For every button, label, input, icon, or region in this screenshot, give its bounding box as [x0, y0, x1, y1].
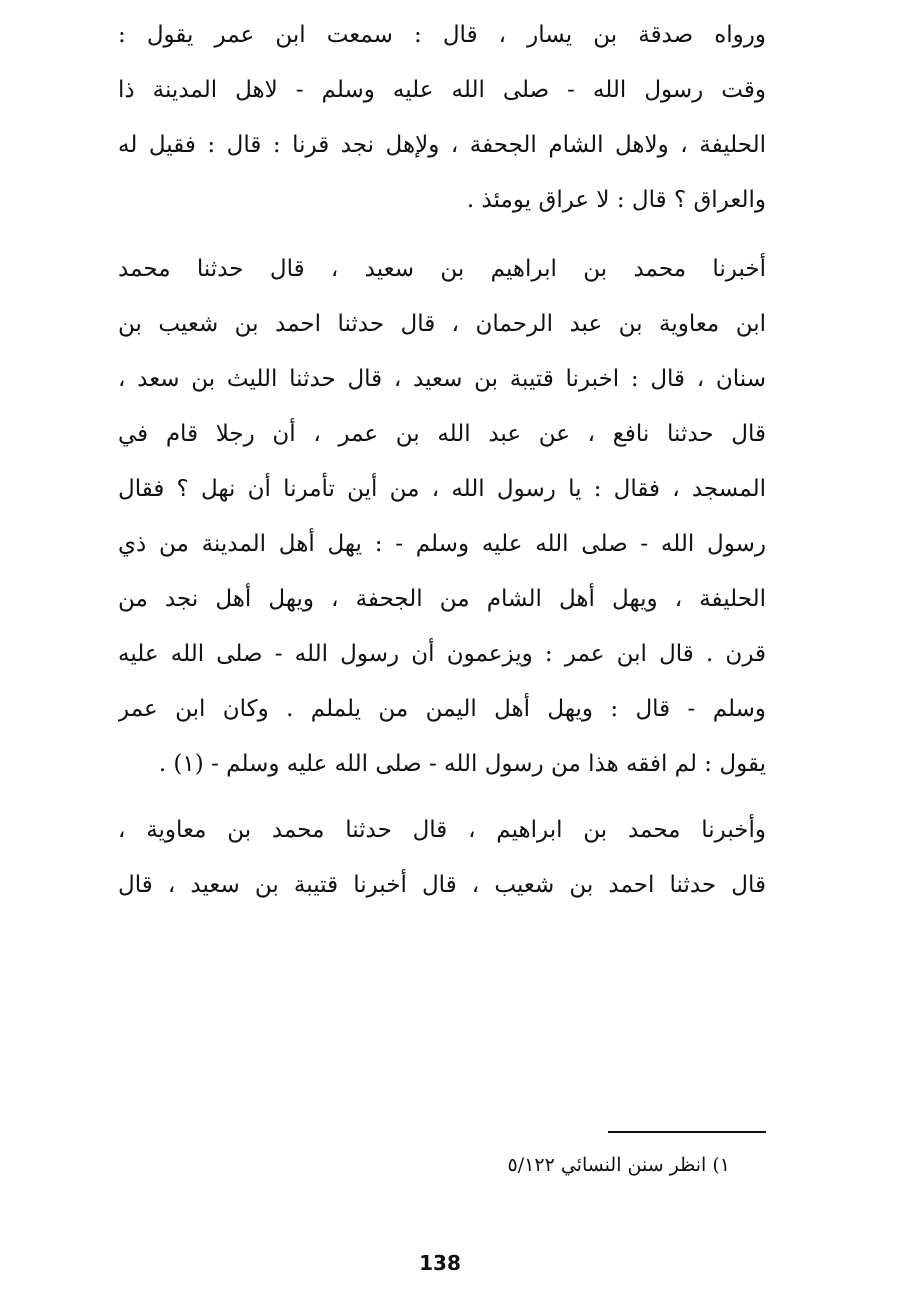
text-line: أخبرنا محمد بن ابراهيم بن سعيد ، قال حدثنا محمد [118, 256, 766, 282]
text-line: المسجد ، فقال : يا رسول الله ، من أين تأمرنا أن نهل ؟ فقال [118, 476, 766, 502]
text-line: سنان ، قال : اخبرنا قتيبة بن سعيد ، قال حدثنا الليث بن سعد ، [118, 366, 766, 392]
footnote-divider [608, 1131, 766, 1133]
text-line: وأخبرنا محمد بن ابراهيم ، قال حدثنا محمد بن معاوية ، [118, 817, 766, 843]
text-line: قال حدثنا نافع ، عن عبد الله بن عمر ، أن رجلا قام في [118, 421, 766, 447]
text-line: ابن معاوية بن عبد الرحمان ، قال حدثنا احمد بن شعيب بن [118, 311, 766, 337]
footnote: ١) انظر سنن النسائي ٥/١٢٢ [507, 1154, 730, 1176]
text-line: يقول : لم افقه هذا من رسول الله - صلى الله عليه وسلم - (١) . [158, 751, 766, 777]
text-line: قرن . قال ابن عمر : ويزعمون أن رسول الله - صلى الله عليه [118, 641, 766, 667]
text-line: وقت رسول الله - صلى الله عليه وسلم - لاهل المدينة ذا [118, 77, 766, 103]
text-line: قال حدثنا احمد بن شعيب ، قال أخبرنا قتيبة بن سعيد ، قال [118, 872, 766, 898]
text-line: رسول الله - صلى الله عليه وسلم - : يهل أهل المدينة من ذي [118, 531, 766, 557]
page-number: 138 [419, 1251, 461, 1275]
paragraph-2 [118, 242, 766, 792]
paragraph-1 [118, 8, 766, 228]
text-line: وسلم - قال : ويهل أهل اليمن من يلملم . وكان ابن عمر [118, 696, 766, 722]
text-line: الحليفة ، ويهل أهل الشام من الجحفة ، ويهل أهل نجد من [118, 586, 766, 612]
text-line: الحليفة ، ولاهل الشام الجحفة ، ولإهل نجد قرنا : قال : فقيل له [118, 132, 766, 158]
text-line: ورواه صدقة بن يسار ، قال : سمعت ابن عمر يقول : [118, 22, 766, 48]
paragraph-3 [118, 803, 766, 913]
text-line: والعراق ؟ قال : لا عراق يومئذ . [466, 187, 766, 213]
